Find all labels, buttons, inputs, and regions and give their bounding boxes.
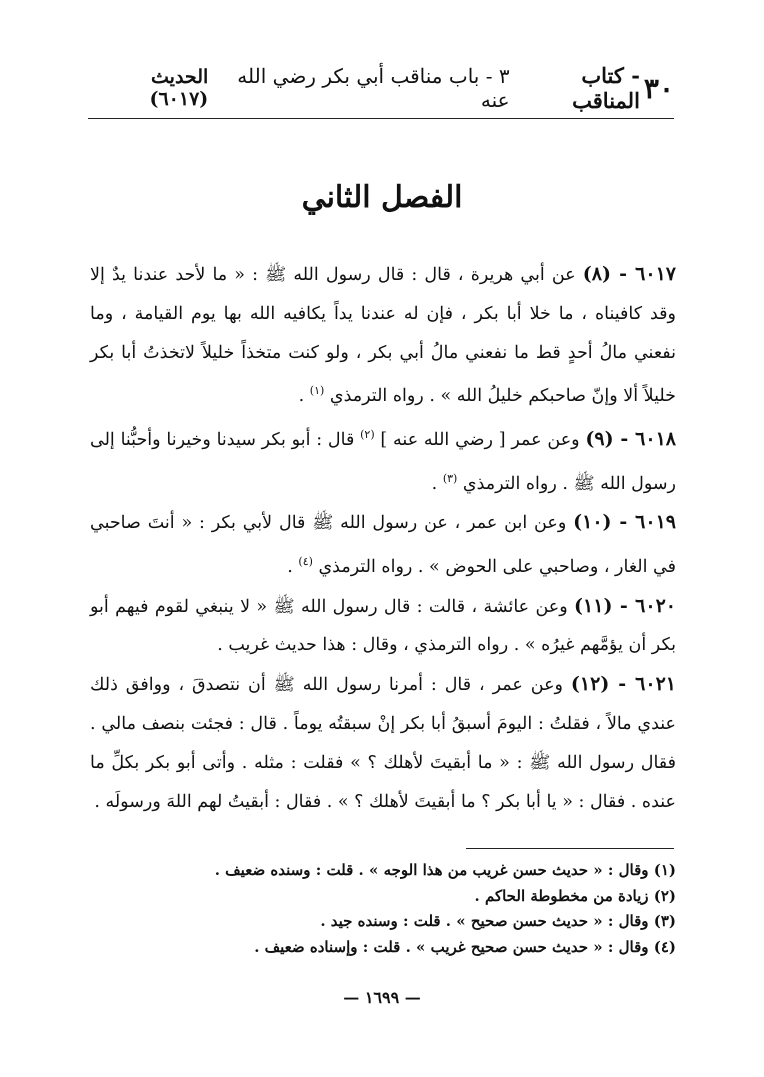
hadith-number: ٦٠١٧ - (٨) (582, 263, 676, 285)
hadith-number: ٦٠١٩ - (١٠) (573, 511, 676, 534)
hadith-number: ٦٠١٨ - (٩) (585, 427, 676, 450)
footnote-divider (466, 848, 674, 849)
footnote-marker: (٣) (442, 471, 458, 485)
header-book-title: - كتاب المناقب (572, 63, 640, 113)
footnote-marker: (٤) (298, 555, 313, 569)
header-page-number: ٣٠ (643, 71, 674, 105)
footnote-3: (٣) وقال : « حديث حسن صحيح » . قلت : وسنده جيد . (320, 912, 676, 930)
footnote-marker: (١) (309, 384, 325, 398)
hadith-text: وعن ابن عمر ، عن رسول الله ﷺ قال لأبي بكر : « أنتَ صاحبي في الغار ، وصاحبي على الحوض » . رواه الترمذي (90, 513, 676, 577)
footnote-1: (١) وقال : « حديث حسن غريب من هذا الوجه » . قلت : وسنده ضعيف . (214, 861, 676, 879)
footnote-marker: (٢) (360, 428, 375, 442)
hadith-end: . (287, 556, 293, 577)
hadith-6017 (90, 255, 676, 416)
hadith-6019 (90, 503, 676, 586)
hadith-text: وعن عمر [ رضي الله عنه ] (380, 429, 580, 450)
hadith-text: عن أبي هريرة ، قال : قال رسول الله ﷺ : « ما لأحد عندنا يدٌ إلا وقد كافيناه ، ما خلا أبا بكر ، فإن له عندنا يداً يكافيه الله بها يوم القيامة ، وما نفعني مالُ أحدٍ قط ما نفعني مالُ أبي بكر ، ولو كنت متخذاً خليلاً لاتخذتُ أبا بكر خليلاً ألا وإنّ صاحبكم خليلُ الله » . رواه الترمذي (90, 265, 676, 407)
header-book-group (510, 63, 674, 113)
hadith-6021 (90, 665, 676, 821)
footnotes (120, 858, 676, 960)
page-folio: — ١٦٩٩ — (343, 988, 421, 1007)
header-divider (88, 118, 674, 119)
hadith-end: . (298, 386, 305, 407)
hadith-end: . (431, 473, 438, 494)
running-header (88, 63, 674, 113)
hadith-number: ٦٠٢٠ - (١١) (574, 594, 676, 617)
hadith-text-continued: قال : أبو بكر سيدنا وخيرنا وأحبُّنا إلى رسول الله ﷺ . رواه الترمذي (90, 429, 676, 494)
hadith-text: وعن عائشة ، قالت : قال رسول الله ﷺ « لا ينبغي لقوم فيهم أبو بكر أن يؤمَّهم غيرُه » . رواه الترمذي ، وقال : هذا حديث غريب . (90, 596, 676, 656)
hadith-text: وعن عمر ، قال : أمرنا رسول الله ﷺ أن نتصدقَ ، ووافق ذلك عندي مالاً ، فقلتُ : اليومَ أسبقُ أبا بكر إنْ سبقتُه يوماً . قال : فجئت بنصف مالي . فقال رسول الله ﷺ : « ما أبقيتَ لأهلك ؟ » فقلت : مثله . وأتى أبو بكر بكلِّ ما عنده . فقال : « يا أبا بكر ؟ ما أبقيتَ لأهلك ؟ » . فقال : أبقيتُ لهم اللهَ ورسولَه . (90, 675, 676, 812)
hadith-number: ٦٠٢١ - (١٢) (570, 673, 676, 696)
hadith-body (90, 255, 676, 821)
section-title: الفصل الثاني (301, 180, 463, 215)
header-chapter-title: ٣ - باب مناقب أبي بكر رضي الله عنه (237, 64, 510, 112)
footnote-2: (٢) زيادة من مخطوطة الحاكم . (474, 886, 676, 905)
footnote-4: (٤) وقال : « حديث حسن صحيح غريب » . قلت : وإسناده ضعيف . (254, 937, 676, 956)
hadith-6020 (90, 587, 676, 666)
header-hadith-ref: الحديث (٦٠١٧) (149, 66, 209, 110)
hadith-6018 (90, 416, 676, 503)
